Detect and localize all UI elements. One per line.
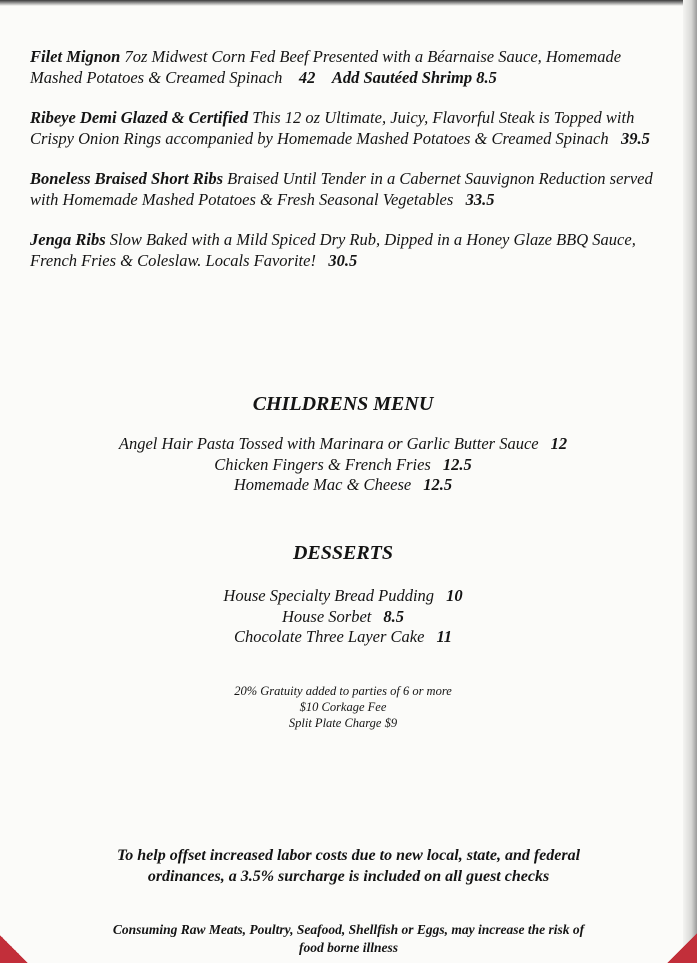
surcharge-line-2: ordinances, a 3.5% surcharge is included on all guest checks [147,868,550,885]
list-item [0,475,686,496]
warning-line-1: Consuming Raw Meats, Poultry, Seafood, Shellfish or Eggs, may increase the risk of [112,922,585,937]
entrees-section [30,46,660,290]
corkage-fee-note: $10 Corkage Fee [299,700,387,714]
warning-line-2: food borne illness [298,940,398,955]
item-description: Braised Until Tender in a Cabernet Sauvignon Reduction served with Homemade Mashed Potatoes & Fresh Seasonal Vegetables [30,169,653,209]
health-warning [0,921,697,957]
item-price: 33.5 [465,190,495,209]
item-description: This 12 oz Ultimate, Juicy, Flavorful Steak is Topped with Crispy Onion Rings accompanied by Homemade Mashed Potatoes & Creamed Spinach [30,108,635,148]
menu-item-filet-mignon [30,46,660,88]
gratuity-note: 20% Gratuity added to parties of 6 or more [234,684,452,698]
item-price: 12.5 [442,454,472,474]
surcharge-notice [0,845,697,887]
page-top-edge [0,0,697,6]
item-description: 7oz Midwest Corn Fed Beef Presented with a Béarnaise Sauce, Homemade Mashed Potatoes & Creamed Spinach [30,47,622,87]
item-name: House Specialty Bread Pudding [223,586,435,605]
item-name: Jenga Ribs [30,230,106,249]
item-name: Ribeye Demi Glazed & Certified [30,108,249,127]
item-name: Chocolate Three Layer Cake [233,627,425,646]
item-price: 8.5 [383,606,404,626]
item-name: House Sorbet [282,606,372,626]
childrens-menu-title: CHILDRENS MENU [252,393,434,415]
desserts-list [0,586,686,648]
item-name: Filet Mignon [30,47,121,66]
item-price: 10 [446,586,463,605]
surcharge-line-1: To help offset increased labor costs due to new local, state, and federal [116,847,581,864]
list-item [0,607,686,628]
item-addon: Add Sautéed Shrimp 8.5 [331,68,497,87]
item-price: 12.5 [423,475,453,494]
childrens-menu-list [0,434,686,496]
menu-item-short-ribs [30,168,660,210]
fees-notice [0,683,686,731]
item-name: Chicken Fingers & French Fries [214,454,431,474]
item-name: Angel Hair Pasta Tossed with Marinara or Garlic Butter Sauce [118,434,539,453]
list-item [0,586,686,607]
desserts-title: DESSERTS [292,542,394,564]
menu-item-ribeye [30,107,660,149]
list-item [0,434,686,455]
item-description: Slow Baked with a Mild Spiced Dry Rub, Dipped in a Honey Glaze BBQ Sauce, French Fries & Coleslaw. Locals Favorite! [30,230,636,270]
list-item [0,455,686,476]
list-item [0,627,686,648]
item-price: 39.5 [621,129,650,148]
item-name: Homemade Mac & Cheese [233,475,412,494]
item-price: 12 [550,434,568,453]
item-price: 30.5 [328,251,358,270]
menu-item-jenga-ribs [30,229,660,271]
item-name: Boneless Braised Short Ribs [30,169,224,188]
split-plate-note: Split Plate Charge $9 [288,716,398,730]
item-price: 42 [298,68,316,87]
item-price: 11 [436,627,453,646]
